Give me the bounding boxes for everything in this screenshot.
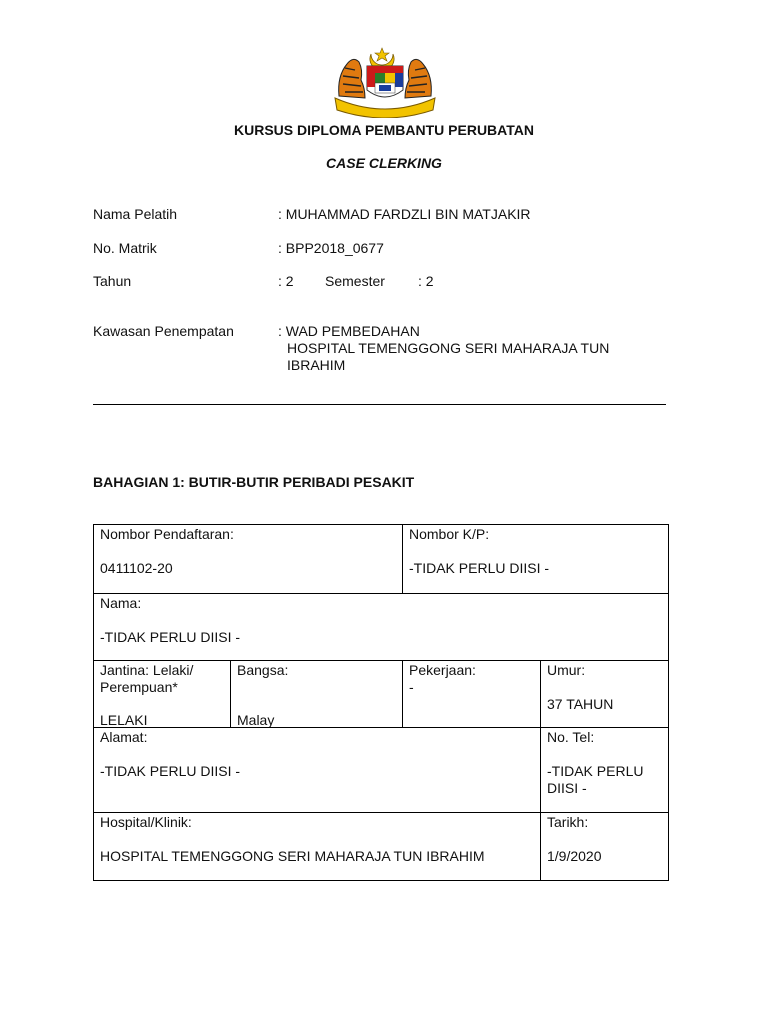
kawasan-value-line3: IBRAHIM xyxy=(287,357,346,373)
pendaftaran-label: Nombor Pendaftaran: xyxy=(100,526,234,542)
cell-no-tel xyxy=(540,727,669,813)
hospital-label: Hospital/Klinik: xyxy=(100,814,192,830)
pendaftaran-value: 0411102-20 xyxy=(100,560,173,576)
cell-hospital-klinik xyxy=(93,812,541,881)
alamat-label: Alamat: xyxy=(100,729,148,745)
trainee-name-label: Nama Pelatih xyxy=(93,206,178,222)
semester-value: : 2 xyxy=(418,273,434,289)
jantina-value: LELAKI xyxy=(100,712,148,728)
trainee-name-value: : MUHAMMAD FARDZLI BIN MATJAKIR xyxy=(278,206,531,222)
jantina-label-line1: Jantina: Lelaki/ xyxy=(100,662,194,678)
pekerjaan-label: Pekerjaan: xyxy=(409,662,476,678)
coat-of-arms-logo xyxy=(333,46,437,118)
tel-value-line2: DIISI - xyxy=(547,780,587,796)
kawasan-value-line1: : WAD PEMBEDAHAN xyxy=(278,323,420,339)
cell-nama xyxy=(93,593,669,661)
tarikh-label: Tarikh: xyxy=(547,814,589,830)
cell-bangsa xyxy=(230,660,403,728)
tel-value-line1: -TIDAK PERLU xyxy=(547,763,644,779)
umur-value: 37 TAHUN xyxy=(547,696,614,712)
hospital-value: HOSPITAL TEMENGGONG SERI MAHARAJA TUN IBRAHIM xyxy=(100,848,485,864)
tahun-value: : 2 xyxy=(278,273,294,289)
tel-label: No. Tel: xyxy=(547,729,595,745)
bangsa-label: Bangsa: xyxy=(237,662,289,678)
cell-nombor-kp xyxy=(402,524,669,594)
tarikh-value: 1/9/2020 xyxy=(547,848,602,864)
matrik-label: No. Matrik xyxy=(93,240,157,256)
semester-label: Semester xyxy=(325,273,385,289)
course-title: KURSUS DIPLOMA PEMBANTU PERUBATAN xyxy=(234,122,534,138)
section-heading: BAHAGIAN 1: BUTIR-BUTIR PERIBADI PESAKIT xyxy=(93,474,415,490)
alamat-value: -TIDAK PERLU DIISI - xyxy=(100,763,241,779)
pekerjaan-value: - xyxy=(409,679,414,695)
kp-label: Nombor K/P: xyxy=(409,526,490,542)
kp-value: -TIDAK PERLU DIISI - xyxy=(409,560,550,576)
jantina-label-line2: Perempuan* xyxy=(100,679,178,695)
kawasan-value-line2: HOSPITAL TEMENGGONG SERI MAHARAJA TUN xyxy=(287,340,610,356)
cell-nombor-pendaftaran xyxy=(93,524,403,594)
kawasan-label: Kawasan Penempatan xyxy=(93,323,234,339)
horizontal-divider xyxy=(93,404,666,405)
cell-jantina xyxy=(93,660,231,728)
cell-umur xyxy=(540,660,669,728)
nama-label: Nama: xyxy=(100,595,142,611)
cell-alamat xyxy=(93,727,541,813)
document-title: CASE CLERKING xyxy=(326,155,442,171)
matrik-value: : BPP2018_0677 xyxy=(278,240,384,256)
tahun-label: Tahun xyxy=(93,273,132,289)
bangsa-value: Malay xyxy=(237,712,275,728)
cell-pekerjaan xyxy=(402,660,541,728)
cell-tarikh xyxy=(540,812,669,881)
nama-value: -TIDAK PERLU DIISI - xyxy=(100,629,241,645)
umur-label: Umur: xyxy=(547,662,586,678)
